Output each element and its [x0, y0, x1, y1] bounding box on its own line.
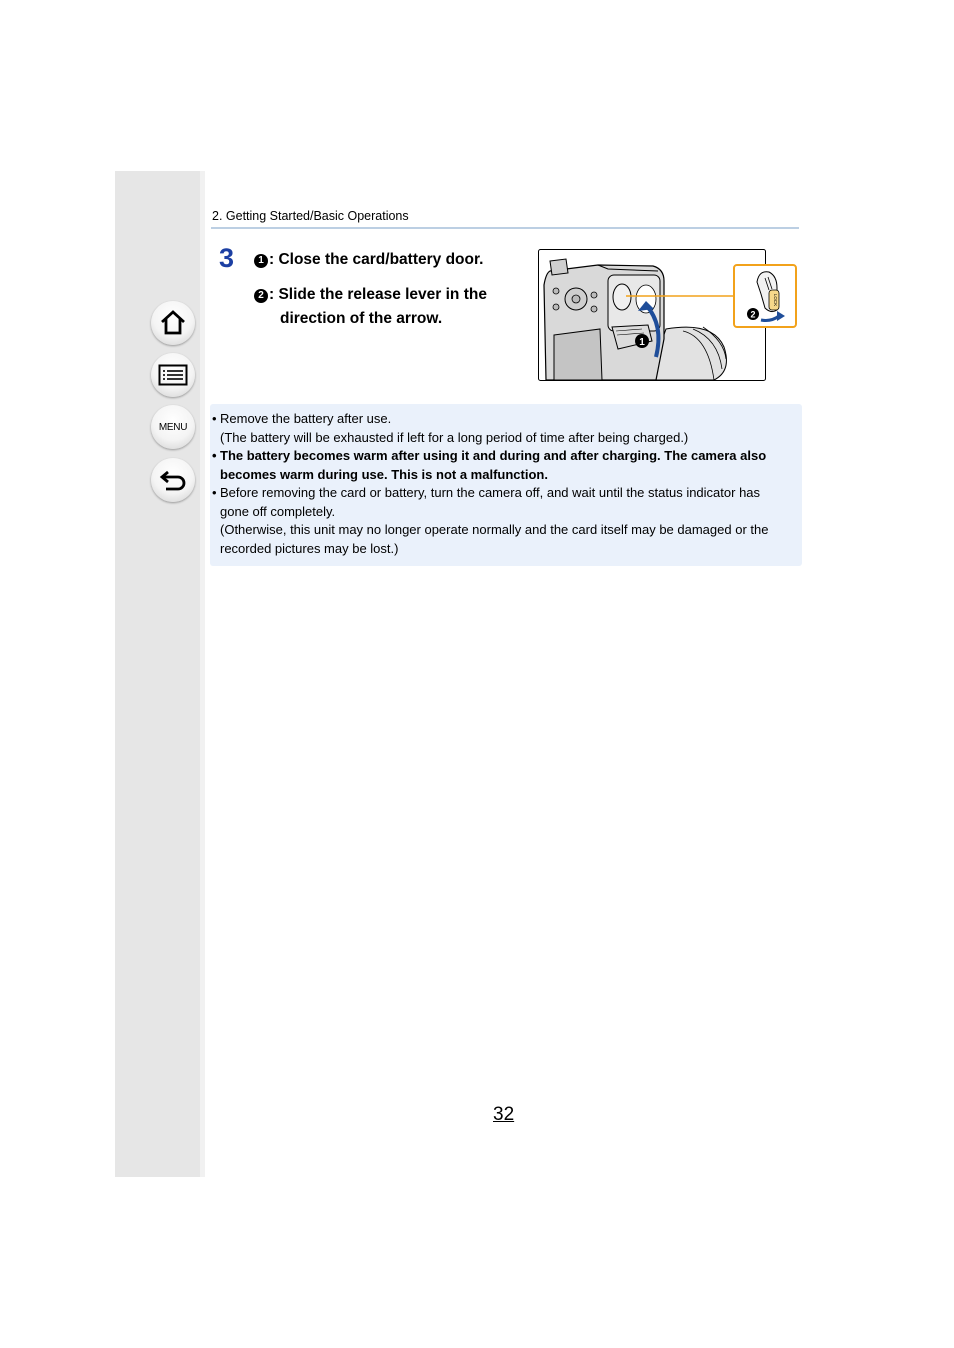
note-bullet: • [212, 448, 217, 463]
back-button[interactable] [151, 458, 195, 502]
menu-label: MENU [158, 421, 188, 433]
note-item [212, 484, 798, 558]
page-number: 32 [493, 1104, 515, 1125]
release-lever-inset [733, 264, 797, 328]
camera-illustration [538, 249, 766, 381]
note-bullet: • [212, 485, 217, 500]
callout-marker-2: 2 [254, 289, 268, 303]
note-line: recorded pictures may be lost.) [220, 540, 399, 556]
note-line: (The battery will be exhausted if left for a long period of time after being charged.) [220, 429, 689, 445]
return-icon [159, 468, 187, 492]
callout-marker-1: 1 [254, 254, 268, 268]
note-line: becomes warm during use. This is not a malfunction. [220, 466, 548, 482]
menu-button[interactable] [151, 405, 195, 449]
sidebar-edge [200, 171, 205, 1177]
note-line: Remove the battery after use. [220, 411, 392, 426]
step-item-1-text: : Close the card/battery door. [269, 251, 484, 268]
home-button[interactable] [151, 301, 195, 345]
note-item-warning [212, 447, 798, 484]
note-line: (Otherwise, this unit may no longer operate normally and the card itself may be damaged or the [220, 522, 769, 537]
home-icon [159, 310, 187, 336]
step-item-2-text-line2: direction of the arrow. [280, 310, 443, 327]
note-item [212, 410, 798, 447]
note-line: The battery becomes warm after using it and during and after charging. The camera also [220, 448, 767, 463]
note-bullet: • [212, 411, 217, 426]
step-item-1 [254, 248, 483, 272]
note-line: Before removing the card or battery, turn the camera off, and wait until the status indicator has [220, 485, 761, 500]
step-number: 3 [219, 243, 235, 273]
step-item-2-text-line1: : Slide the release lever in the [269, 286, 487, 303]
breadcrumb: 2. Getting Started/Basic Operations [212, 209, 409, 223]
toc-button[interactable] [151, 353, 195, 397]
step-item-2 [254, 283, 487, 307]
header-rule [211, 227, 799, 229]
illustration-callout-2: 2 [750, 309, 756, 320]
lever-lock-label: LOCK [773, 293, 778, 307]
note-line: gone off completely. [220, 503, 336, 519]
illustration-callout-1: 1 [639, 337, 645, 348]
list-icon [158, 364, 188, 386]
